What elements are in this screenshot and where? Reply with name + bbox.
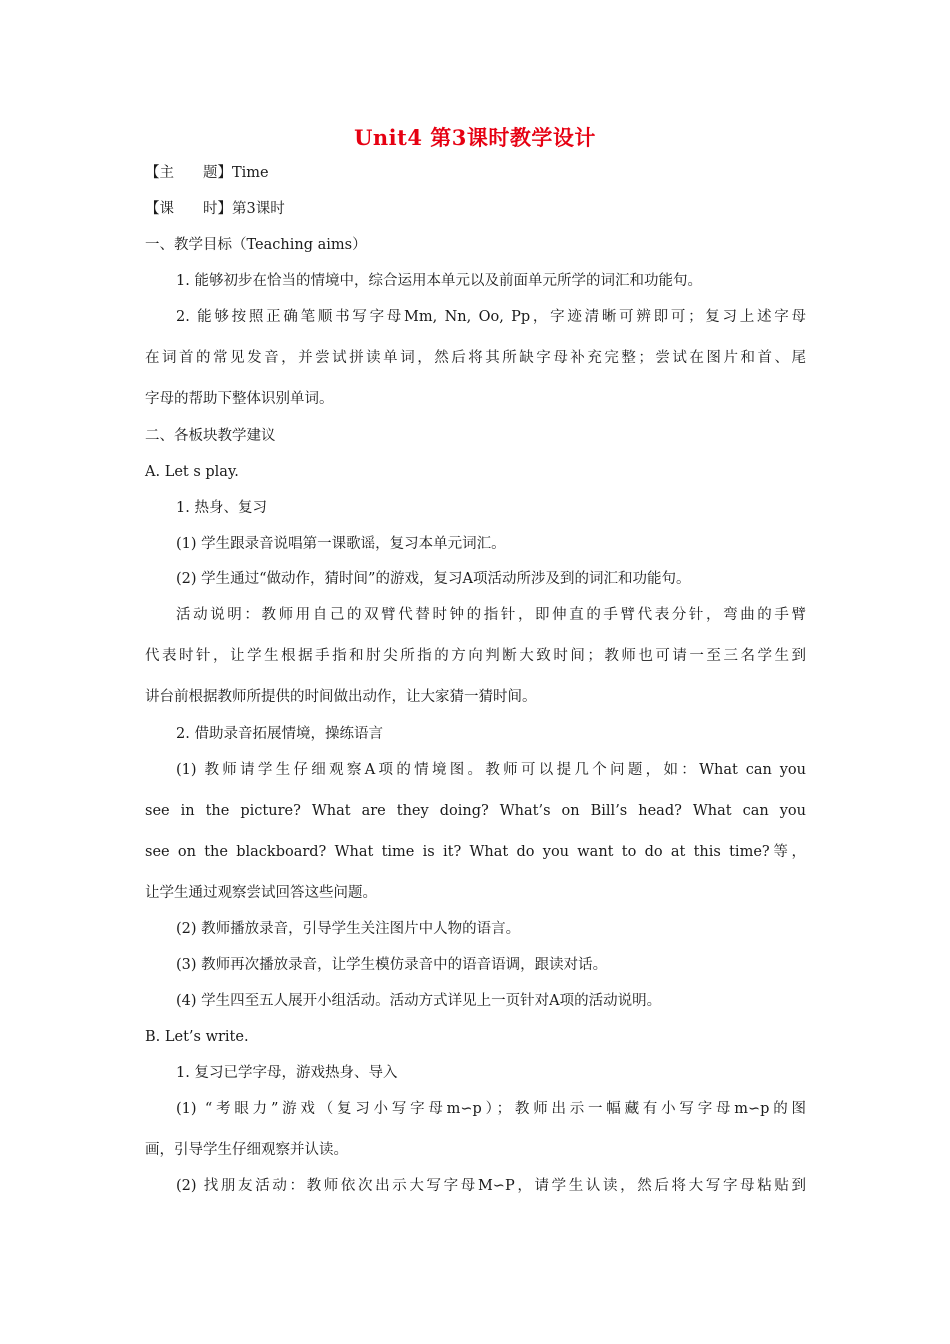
paragraph-line: 让学生通过观察尝试回答这些问题。 xyxy=(145,885,377,901)
lesson-period-line: 【课 时】第3课时 xyxy=(145,201,285,217)
paragraph-line: (1) “考眼力”游戏（复习小写字母m∽p）；教师出示一幅藏有小写字母m∽p的图 xyxy=(176,1101,806,1117)
paragraph-line: (1) 教师请学生仔细观察A项的情境图。教师可以提几个问题，如：What can you xyxy=(176,762,806,778)
paragraph-line: (2) 找朋友活动：教师依次出示大写字母M∽P，请学生认读，然后将大写字母粘贴到 xyxy=(176,1178,806,1194)
paragraph-line: (2) 教师播放录音，引导学生关注图片中人物的语言。 xyxy=(176,921,521,937)
paragraph-line: 代表时针，让学生根据手指和肘尖所指的方向判断大致时间；教师也可请一至三名学生到 xyxy=(145,648,806,664)
paragraph-line: 2. 能够按照正确笔顺书写字母Mm, Nn, Oo, Pp，字迹清晰可辨即可；复习上述字母 xyxy=(176,309,806,325)
paragraph-line: 活动说明：教师用自己的双臂代替时钟的指针，即伸直的手臂代表分针，弯曲的手臂 xyxy=(176,607,806,623)
paragraph-line: 2. 借助录音拓展情境，操练语言 xyxy=(176,726,383,742)
subsection-heading-b: B. Let’s write. xyxy=(145,1029,249,1045)
paragraph-line: see on the blackboard? What time is it? What do you want to do at this time?等， xyxy=(145,844,806,860)
document-title: Unit4 第3课时教学设计 xyxy=(354,125,596,150)
paragraph-line: (2) 学生通过“做动作，猜时间”的游戏，复习A项活动所涉及到的词汇和功能句。 xyxy=(176,571,691,587)
subsection-heading-a: A. Let s play. xyxy=(145,464,239,480)
paragraph-line: 1. 热身、复习 xyxy=(176,500,267,516)
paragraph-line: (1) 学生跟录音说唱第一课歌谣，复习本单元词汇。 xyxy=(176,536,506,552)
paragraph-line: 字母的帮助下整体识别单词。 xyxy=(145,391,334,407)
section-heading-suggestions: 二、各板块教学建议 xyxy=(145,428,276,444)
paragraph-line: (4) 学生四至五人展开小组活动。活动方式详见上一页针对A项的活动说明。 xyxy=(176,993,662,1009)
paragraph-line: 1. 复习已学字母，游戏热身、导入 xyxy=(176,1065,398,1081)
section-heading-aims: 一、教学目标（Teaching aims） xyxy=(145,237,367,253)
paragraph-line: (3) 教师再次播放录音，让学生模仿录音中的语音语调，跟读对话。 xyxy=(176,957,608,973)
paragraph-line: 讲台前根据教师所提供的时间做出动作，让大家猜一猜时间。 xyxy=(145,689,537,705)
paragraph-line: see in the picture? What are they doing? What’s on Bill’s head? What can you xyxy=(145,803,806,819)
paragraph-line: 在词首的常见发音，并尝试拼读单词，然后将其所缺字母补充完整；尝试在图片和首、尾 xyxy=(145,350,806,366)
paragraph-line: 画，引导学生仔细观察并认读。 xyxy=(145,1142,348,1158)
paragraph-line: 1. 能够初步在恰当的情境中，综合运用本单元以及前面单元所学的词汇和功能句。 xyxy=(176,273,702,289)
topic-line: 【主 题】Time xyxy=(145,165,269,181)
